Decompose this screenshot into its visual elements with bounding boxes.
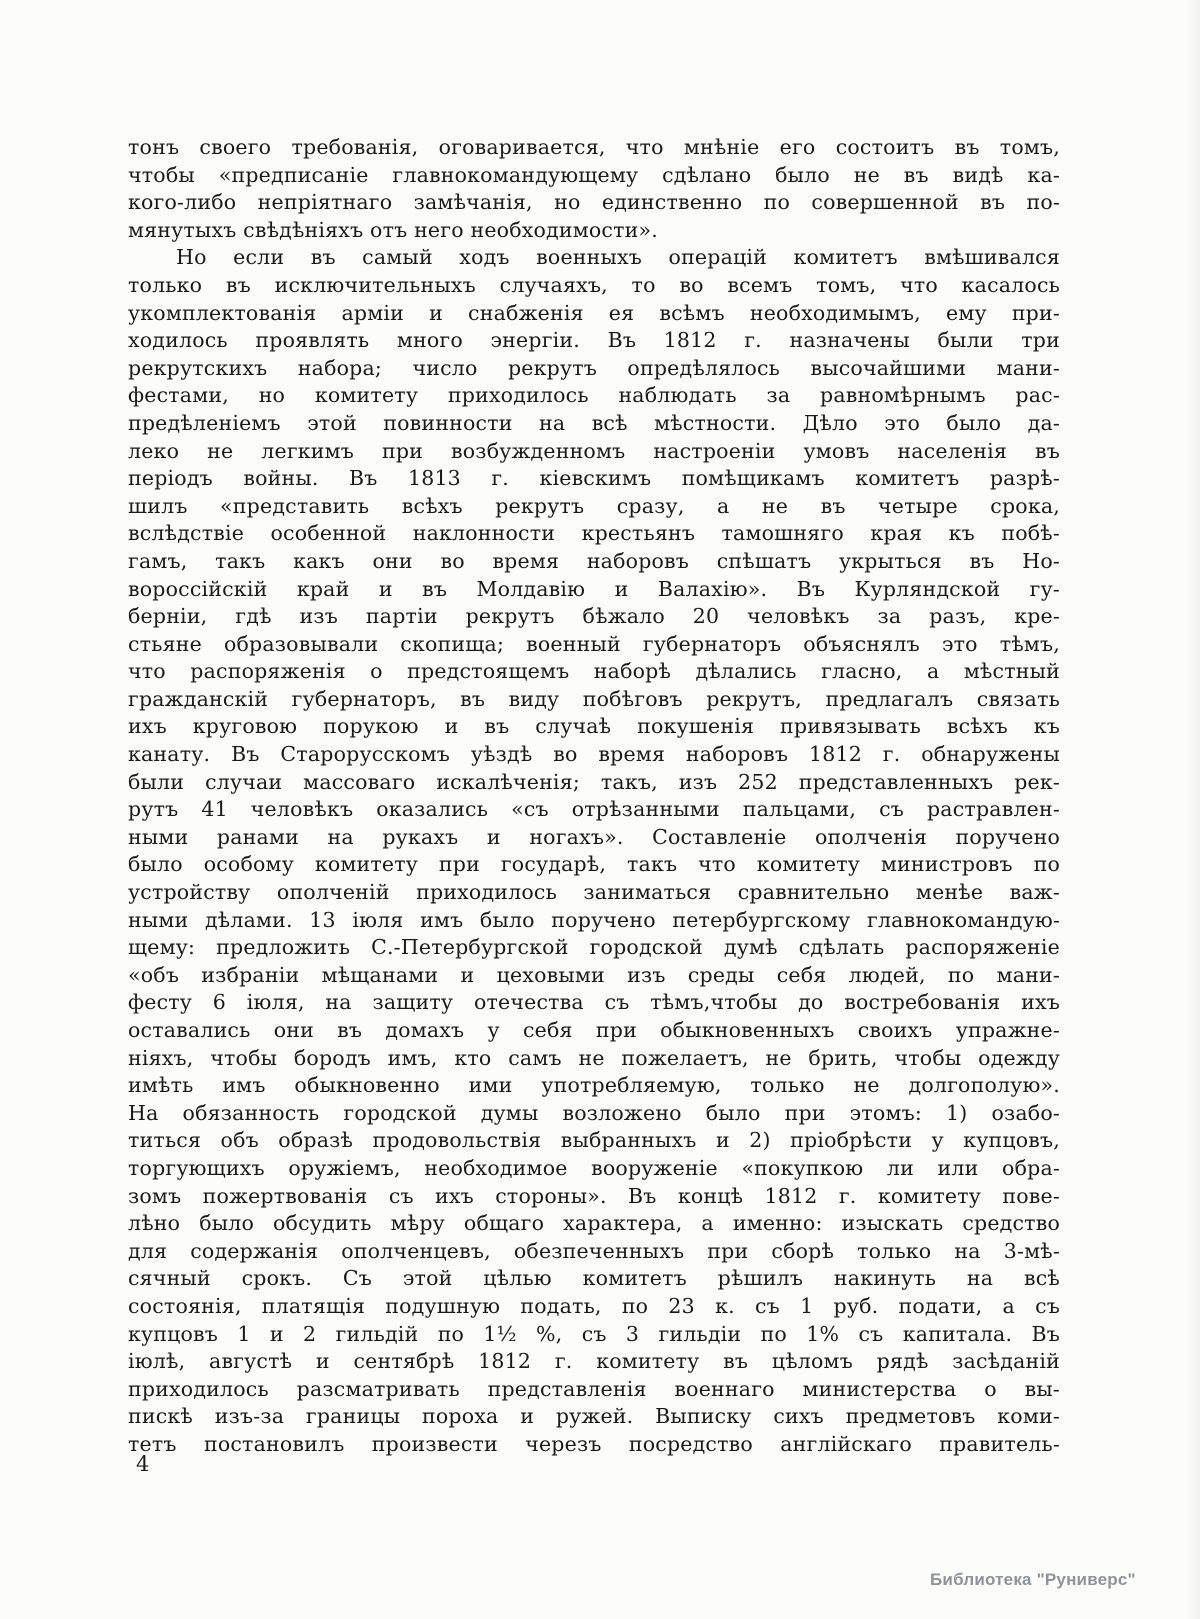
text-line: Но если въ самый ходъ военныхъ операцій комитетъ вмѣшивался: [176, 245, 1060, 270]
text-line: періодъ войны. Въ 1813 г. кіевскимъ помѣщикамъ комитетъ разрѣ-: [128, 466, 1060, 491]
page-number: 4: [136, 1452, 150, 1476]
text-line: устройству ополченій приходилось заниматься сравнительно менѣе важ-: [128, 880, 1060, 905]
text-line: торгующихъ оружіемъ, необходимое вооруженіе «покупкою ли или обра-: [128, 1155, 1060, 1180]
text-line: мянутыхъ свѣдѣніяхъ отъ него необходимости».: [128, 217, 658, 242]
text-line: лѣно было обсудить мѣру общаго характера, а именно: изыскать средство: [128, 1211, 1060, 1236]
text-line: іюлѣ, августѣ и сентябрѣ 1812 г. комитету въ цѣломъ рядѣ засѣданій: [128, 1349, 1060, 1374]
text-line: берніи, гдѣ изъ партіи рекрутъ бѣжало 20 человѣкъ за разъ, кре-: [128, 604, 1060, 629]
text-line: тетъ постановилъ произвести черезъ посредство англійскаго правитель-: [128, 1431, 1060, 1456]
text-line: предѣленіемъ этой повинности на всѣ мѣстности. Дѣло это было да-: [128, 410, 1060, 435]
text-line: гражданскій губернаторъ, въ виду побѣговъ рекрутъ, предлагалъ связать: [128, 686, 1060, 711]
text-line: рутъ 41 человѣкъ оказались «съ отрѣзанными пальцами, съ растравлен-: [128, 797, 1060, 822]
text-line: фесту 6 іюля, на защиту отечества съ тѣмъ,чтобы до востребованія ихъ: [128, 990, 1060, 1015]
text-line: шилъ «представить всѣхъ рекрутъ сразу, а не въ четыре срока,: [128, 493, 1060, 518]
text-line: что распоряженія о предстоящемъ наборѣ дѣлались гласно, а мѣстный: [128, 659, 1060, 684]
text-line: канату. Въ Старорусскомъ уѣздѣ во время наборовъ 1812 г. обнаружены: [128, 742, 1060, 767]
text-line: леко не легкимъ при возбужденномъ настроеніи умовъ населенія въ: [128, 438, 1060, 463]
text-line: зомъ пожертвованія съ ихъ стороны». Въ концѣ 1812 г. комитету пове-: [128, 1183, 1060, 1208]
text-line: На обязанность городской думы возложено было при этомъ: 1) озабо-: [128, 1100, 1060, 1125]
text-line: имѣть имъ обыкновенно ими употребляемую, только не долгополую».: [128, 1073, 1060, 1098]
text-line: были случаи массоваго искалѣченія; такъ, изъ 252 представленныхъ рек-: [128, 769, 1060, 794]
text-line: сячный срокъ. Съ этой цѣлью комитетъ рѣшилъ накинуть на всѣ: [128, 1266, 1060, 1291]
text-line: чтобы «предписаніе главнокомандующему сдѣлано было не въ видѣ ка-: [128, 162, 1060, 187]
text-line: ными ранами на рукахъ и ногахъ». Составленіе ополченія поручено: [128, 824, 1060, 849]
text-line: кого-либо непріятнаго замѣчанія, но единственно по совершенной въ по-: [128, 190, 1060, 215]
text-line: ходилось проявлять много энергіи. Въ 1812 г. назначены были три: [128, 328, 1060, 353]
text-line: приходилось разсматривать представленія военнаго министерства о вы-: [128, 1376, 1060, 1401]
text-line: щему: предложить С.-Петербургской городской думѣ сдѣлать распоряженіе: [128, 935, 1060, 960]
text-line: фестами, но комитету приходилось наблюдать за равномѣрнымъ рас-: [128, 383, 1060, 408]
text-line: ными дѣлами. 13 іюля имъ было поручено петербургскому главнокомандую-: [128, 907, 1060, 932]
text-line: только въ исключительныхъ случаяхъ, то во всемъ томъ, что касалось: [128, 272, 1060, 297]
text-line: состоянія, платящія подушную подать, по 23 к. съ 1 руб. подати, а съ: [128, 1293, 1060, 1318]
text-line: тонъ своего требованія, оговаривается, что мнѣніе его состоитъ въ томъ,: [128, 135, 1060, 159]
text-line: ихъ круговою порукою и въ случаѣ покушенія привязывать всѣхъ къ: [128, 714, 1060, 739]
text-line: рекрутскихъ набора; число рекрутъ опредѣлялось высочайшими мани-: [128, 355, 1060, 380]
text-line: оставались они въ домахъ у себя при обыкновенныхъ своихъ упражне-: [128, 1018, 1060, 1042]
text-line: «объ избраніи мѣщанами и цеховыми изъ среды себя людей, по мани-: [128, 962, 1060, 987]
text-line: стьяне образовывали скопища; военный губернаторъ объяснялъ это тѣмъ,: [128, 631, 1060, 656]
text-line: укомплектованія арміи и снабженія ея всѣмъ необходимымъ, ему при-: [128, 300, 1060, 325]
text-line: было особому комитету при государѣ, такъ что комитету министровъ по: [128, 852, 1060, 877]
text-line: титься объ образѣ продовольствія выбранныхъ и 2) пріобрѣсти у купцовъ,: [128, 1128, 1060, 1153]
text-line: для содержанія ополченцевъ, обезпеченныхъ при сборѣ только на 3-мѣ-: [128, 1238, 1060, 1263]
text-line: вслѣдствіе особенной наклонности крестьянъ тамошняго края къ побѣ-: [128, 521, 1060, 546]
text-line: ніяхъ, чтобы бородъ имъ, кто самъ не пожелаетъ, не брить, чтобы одежду: [128, 1045, 1060, 1070]
text-line: пискѣ изъ-за границы пороха и ружей. Выписку сихъ предметовъ коми-: [128, 1404, 1060, 1429]
text-line: гамъ, такъ какъ они во время наборовъ спѣшатъ укрыться въ Но-: [128, 548, 1060, 573]
text-line: купцовъ 1 и 2 гильдій по 1½ %, съ 3 гильдіи по 1% съ капитала. Въ: [128, 1321, 1060, 1346]
page-text-block: [128, 134, 1060, 1459]
text-line: вороссійскій край и въ Молдавію и Валахію». Въ Курляндской гу-: [128, 576, 1060, 601]
library-watermark: Библиотека "Руниверс": [930, 1570, 1136, 1589]
